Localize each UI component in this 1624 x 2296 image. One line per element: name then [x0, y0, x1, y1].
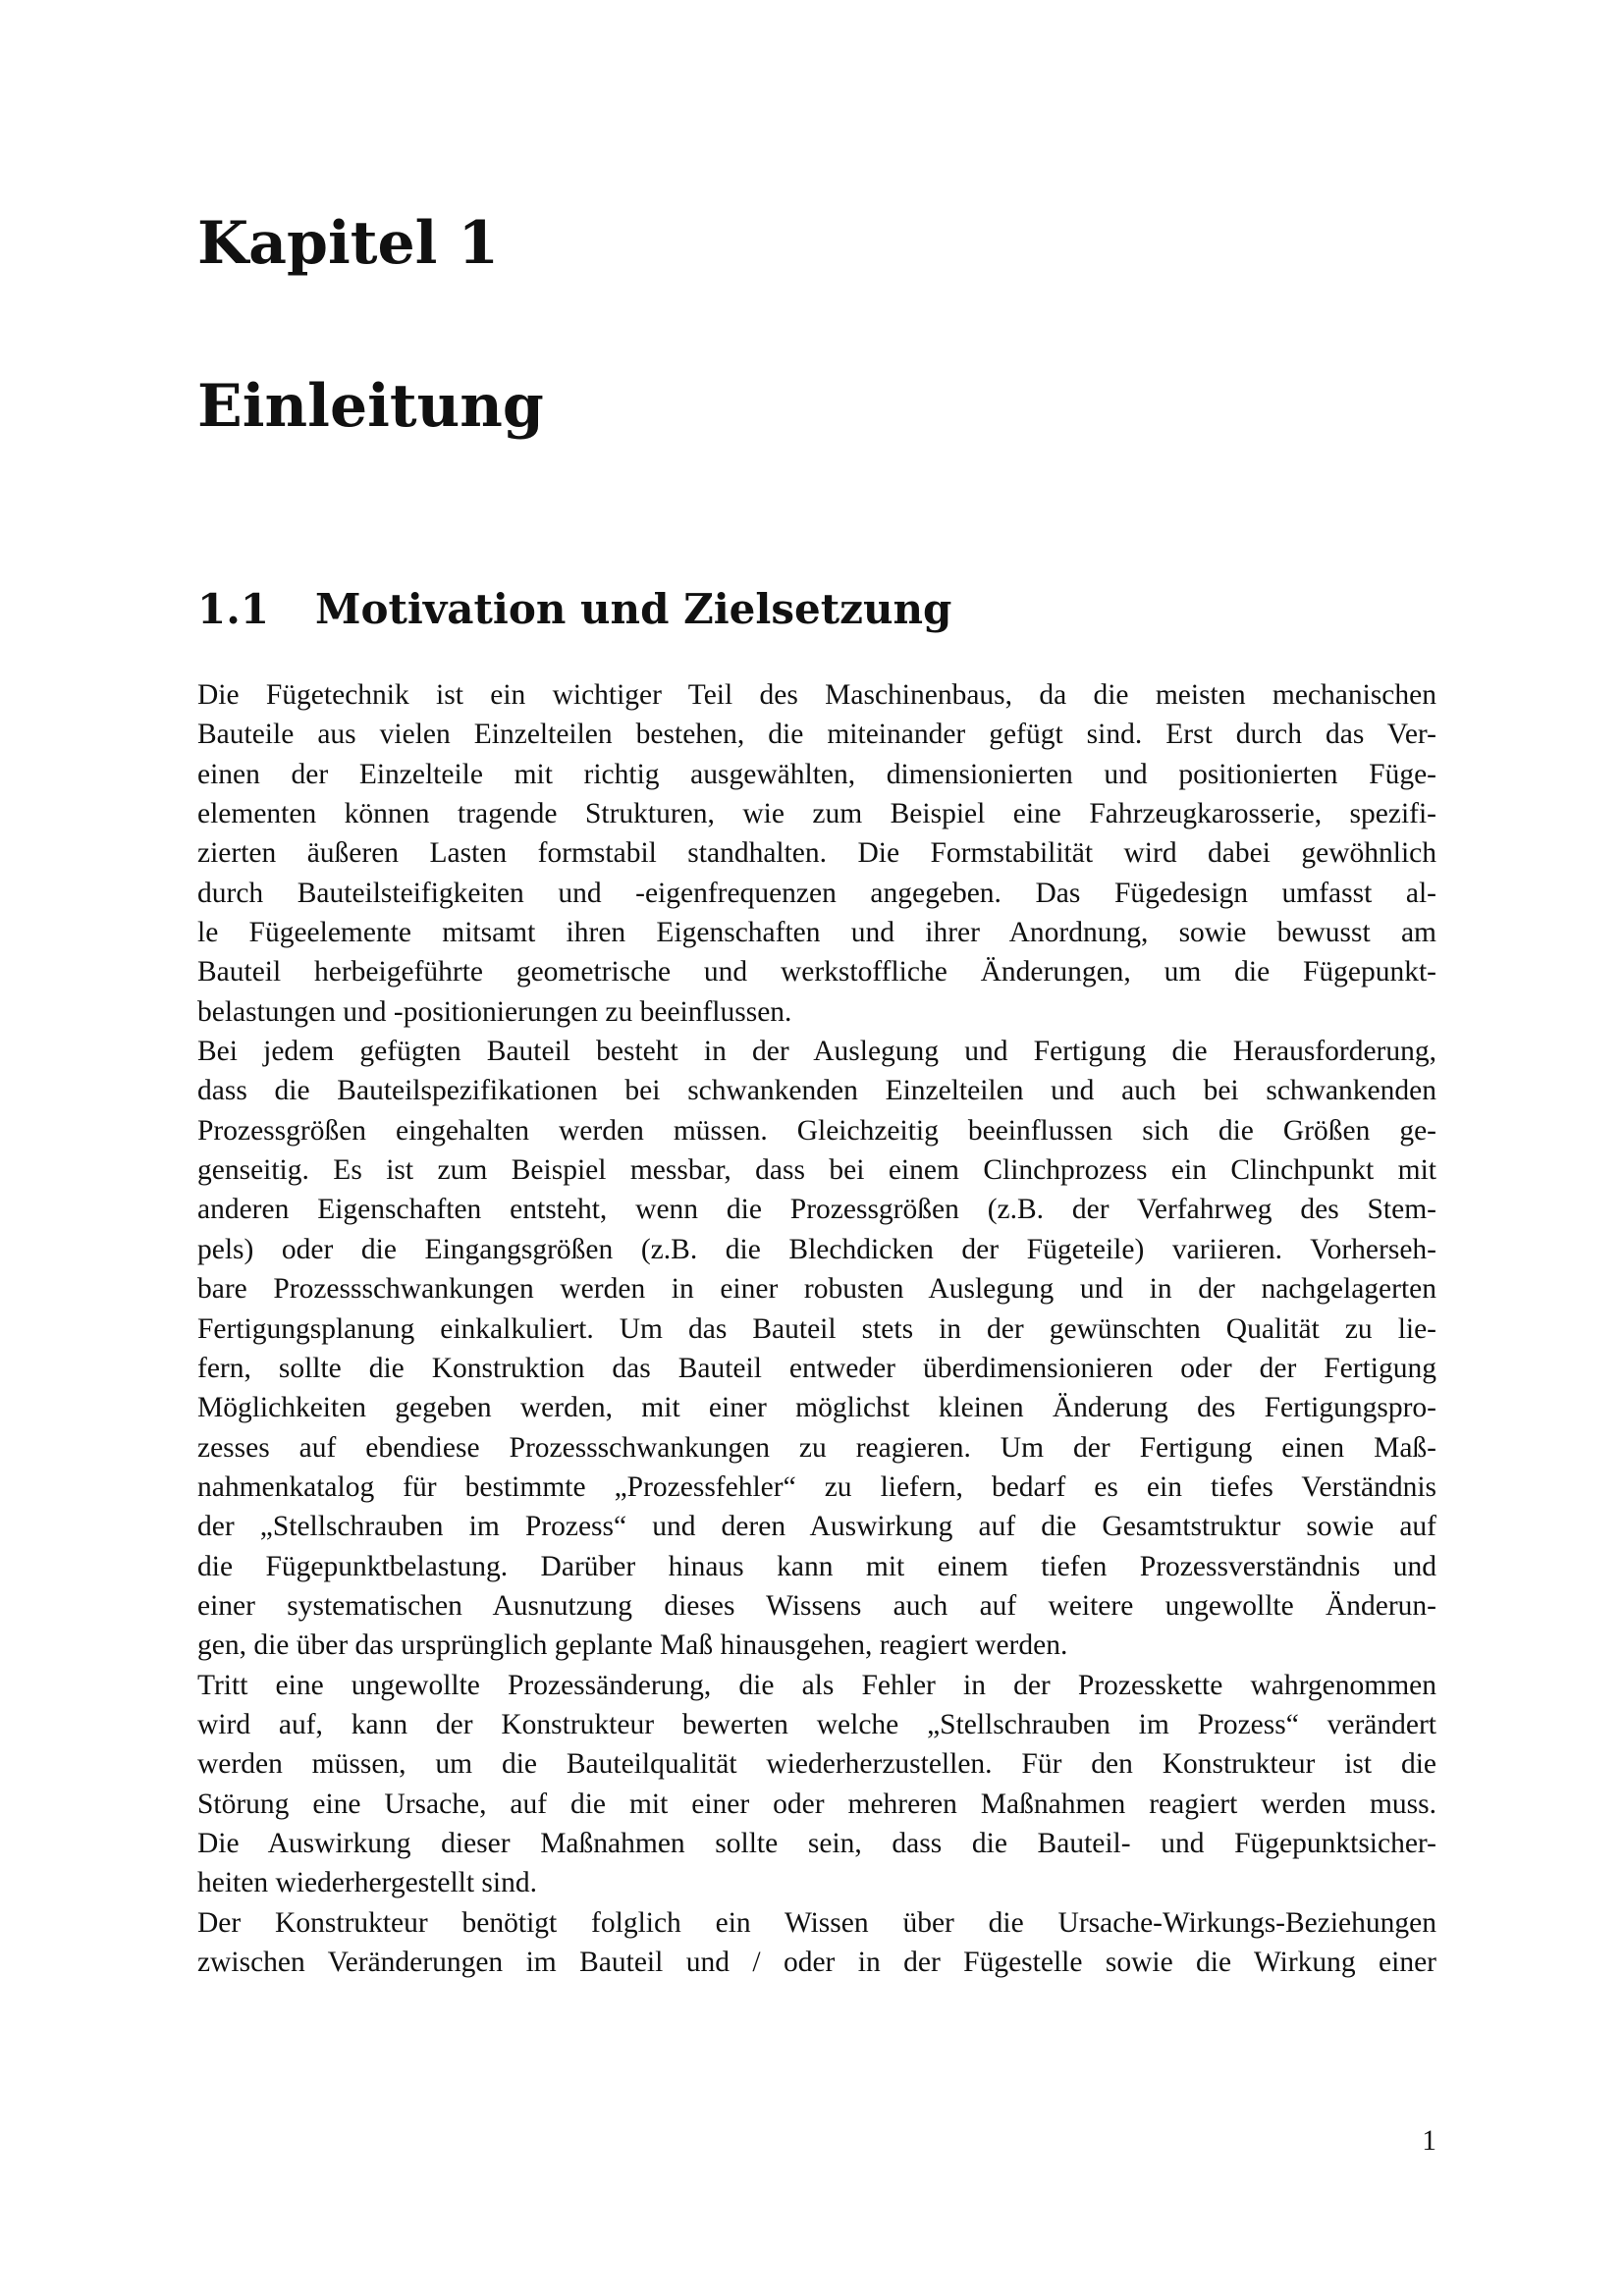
- section-number: 1.1: [197, 585, 270, 633]
- text-line: fern, sollte die Konstruktion das Bauteil entweder überdimensionieren oder der Fertigung: [197, 1352, 1436, 1384]
- section-heading: [197, 585, 951, 634]
- text-line: pels) oder die Eingangsgrößen (z.B. die Blechdicken der Fügeteile) variieren. Vorherseh-: [197, 1233, 1436, 1265]
- text-line: dass die Bauteilspezifikationen bei schwankenden Einzelteilen und auch bei schwankenden: [197, 1075, 1436, 1107]
- text-line: Prozessgrößen eingehalten werden müssen. Gleichzeitig beeinflussen sich die Größen ge-: [197, 1114, 1436, 1147]
- text-line: belastungen und -positionierungen zu beeinflussen.: [197, 995, 792, 1028]
- text-line: werden müssen, um die Bauteilqualität wiederherzustellen. Für den Konstrukteur ist die: [197, 1748, 1436, 1781]
- text-line: zwischen Veränderungen im Bauteil und / oder in der Fügestelle sowie die Wirkung einer: [197, 1947, 1436, 1978]
- chapter-title: Einleitung: [197, 372, 544, 441]
- text-line: Bei jedem gefügten Bauteil besteht in der Auslegung und Fertigung die Herausforderung,: [197, 1036, 1436, 1068]
- text-line: Tritt eine ungewollte Prozessänderung, die als Fehler in der Prozesskette wahrgenommen: [197, 1669, 1436, 1701]
- text-line: Bauteile aus vielen Einzelteilen bestehen, die miteinander gefügt sind. Erst durch das Ver-: [197, 719, 1436, 751]
- text-line: le Fügeelemente mitsamt ihren Eigenschaften und ihrer Anordnung, sowie bewusst am: [197, 917, 1436, 949]
- text-line: einen der Einzelteile mit richtig ausgewählten, dimensionierten und positionierten Füge-: [197, 758, 1436, 790]
- text-line: Bauteil herbeigeführte geometrische und werkstoffliche Änderungen, um die Fügepunkt-: [197, 956, 1436, 988]
- text-line: genseitig. Es ist zum Beispiel messbar, dass bei einem Clinchprozess ein Clinchpunkt mit: [197, 1154, 1436, 1187]
- text-line: Störung eine Ursache, auf die mit einer oder mehreren Maßnahmen reagiert werden muss.: [197, 1788, 1436, 1820]
- page-number: 1: [1422, 2125, 1436, 2157]
- text-line: wird auf, kann der Konstrukteur bewerten welche „Stellschrauben im Prozess“ verändert: [197, 1708, 1436, 1740]
- text-line: Die Fügetechnik ist ein wichtiger Teil des Maschinenbaus, da die meisten mechanischen: [197, 679, 1436, 711]
- text-line: Der Konstrukteur benötigt folglich ein Wissen über die Ursache-Wirkungs-Beziehungen: [197, 1906, 1436, 1939]
- text-line: einer systematischen Ausnutzung dieses Wissens auch auf weitere ungewollte Änderun-: [197, 1589, 1436, 1622]
- section-title: Motivation und Zielsetzung: [315, 585, 952, 633]
- text-line: elementen können tragende Strukturen, wie zum Beispiel eine Fahrzeugkarosserie, spezifi-: [197, 798, 1436, 830]
- text-line: die Fügepunktbelastung. Darüber hinaus kann mit einem tiefen Prozessverständnis und: [197, 1550, 1436, 1582]
- text-line: durch Bauteilsteifigkeiten und -eigenfrequenzen angegeben. Das Fügedesign umfasst al-: [197, 877, 1436, 909]
- text-line: zierten äußeren Lasten formstabil standhalten. Die Formstabilität wird dabei gewöhnlich: [197, 837, 1436, 870]
- text-line: Die Auswirkung dieser Maßnahmen sollte sein, dass die Bauteil- und Fügepunktsicher-: [197, 1827, 1436, 1859]
- text-line: anderen Eigenschaften entsteht, wenn die Prozessgrößen (z.B. der Verfahrweg des Stem-: [197, 1194, 1436, 1226]
- text-line: gen, die über das ursprünglich geplante Maß hinausgehen, reagiert werden.: [197, 1629, 1068, 1662]
- text-line: Fertigungsplanung einkalkuliert. Um das Bauteil stets in der gewünschten Qualität zu lie-: [197, 1312, 1436, 1345]
- text-line: nahmenkatalog für bestimmte „Prozessfehler“ zu liefern, bedarf es ein tiefes Verständnis: [197, 1470, 1436, 1503]
- text-line: Möglichkeiten gegeben werden, mit einer möglichst kleinen Änderung des Fertigungspro-: [197, 1392, 1436, 1424]
- body-text: [197, 675, 1436, 1982]
- text-line: bare Prozessschwankungen werden in einer robusten Auslegung und in der nachgelagerten: [197, 1273, 1436, 1306]
- chapter-label: Kapitel 1: [197, 209, 500, 278]
- text-line: zesses auf ebendiese Prozessschwankungen zu reagieren. Um der Fertigung einen Maß-: [197, 1431, 1436, 1464]
- text-line: der „Stellschrauben im Prozess“ und deren Auswirkung auf die Gesamtstruktur sowie auf: [197, 1511, 1436, 1543]
- text-line: heiten wiederhergestellt sind.: [197, 1867, 537, 1899]
